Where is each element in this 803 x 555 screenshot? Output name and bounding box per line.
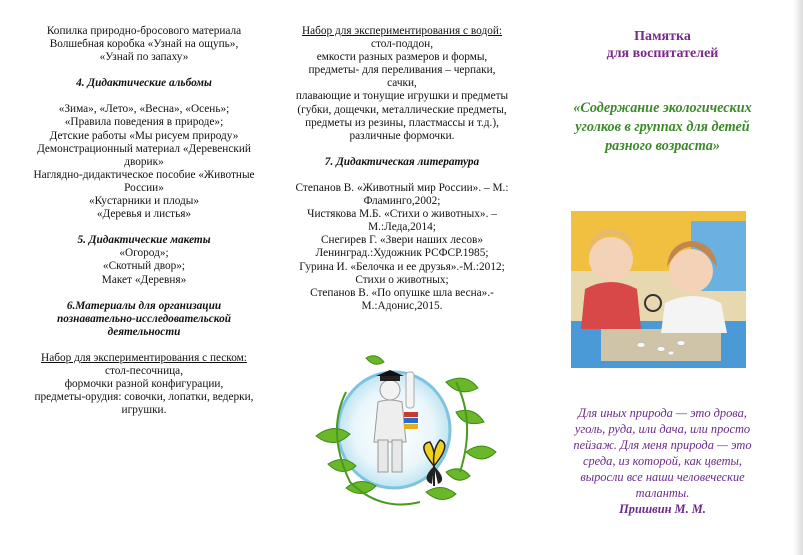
text-line: игрушки. xyxy=(121,404,167,417)
section-5-title: 5. Дидактические макеты xyxy=(77,234,211,247)
text-line: предметы- для переливания – черпаки, xyxy=(308,64,496,77)
title-line: Памятка xyxy=(634,29,691,44)
section-6-title: познавательно-исследовательской xyxy=(56,312,232,325)
quote-line: выросли все наши человеческие xyxy=(580,470,745,484)
literature-line: Снегирев Г. «Звери наших лесов» xyxy=(321,234,483,247)
text-line: (губки, дощечки, металлические предметы, xyxy=(297,103,507,116)
literature-line: Ленинград.:Художник РСФСР.1985; xyxy=(315,247,489,260)
section-4-title: 4. Дидактические альбомы xyxy=(76,77,212,90)
section-6-title: деятельности xyxy=(107,325,181,338)
text-line: Макет «Деревня» xyxy=(101,273,187,286)
literature-line: Степанов В. «Животный мир России». – М.: xyxy=(295,181,509,194)
sand-heading: Набор для экспериментирования с песком: xyxy=(41,351,247,364)
literature-line: Чистякова М.Б. «Стихи о животных». – xyxy=(307,208,497,221)
text-line: «Скотный двор»; xyxy=(102,260,186,273)
text-line: дворик» xyxy=(124,155,164,168)
quote-block xyxy=(550,405,775,517)
section-6-title: 6.Материалы для организации xyxy=(66,299,222,312)
literature-line: Стихи о животных; xyxy=(355,273,449,286)
column-middle xyxy=(282,25,522,313)
text-line: Наглядно-дидактическое пособие «Животные xyxy=(33,168,255,181)
water-heading: Набор для экспериментирования с водой: xyxy=(301,25,503,37)
literature-line: Гурина И. «Белочка и ее друзья».-М.:2012; xyxy=(299,260,505,273)
title-line: для воспитателей xyxy=(606,46,719,61)
text-line: емкости разных размеров и формы, xyxy=(316,51,488,64)
text-line: сачки, xyxy=(387,77,417,90)
text-line: «Кустарники и плоды» xyxy=(88,195,200,208)
column-right xyxy=(550,28,775,156)
page-edge xyxy=(793,0,803,555)
literature-line: М.:Леда,2014; xyxy=(368,221,436,234)
text-line: плавающие и тонущие игрушки и предметы xyxy=(295,90,509,103)
text-line: стол-поддон, xyxy=(370,38,434,51)
text-line: «Огород»; xyxy=(119,247,169,260)
text-line: «Деревья и листья» xyxy=(96,208,192,221)
text-line: Детские работы «Мы рисуем природу» xyxy=(49,129,239,142)
quote-author: Пришвин М. М. xyxy=(619,502,706,516)
column-left xyxy=(18,25,270,417)
quote-line: уголь, руда, или дача, или просто xyxy=(574,422,751,436)
quote-line: Для иных природа — это дрова, xyxy=(578,406,747,420)
text-line: Копилка природно-бросового материала xyxy=(46,25,242,37)
literature-line: Степанов В. «По опушке шла весна».- xyxy=(310,286,494,299)
quote-line: среда, из которой, как цветы, xyxy=(582,454,743,468)
text-line: Демонстрационный материал «Деревенский xyxy=(37,142,251,155)
literature-line: Фламинго,2002; xyxy=(363,195,441,208)
text-line: стол-песочница, xyxy=(104,364,184,377)
text-line: предметы из резины, пластмассы и т.д.), xyxy=(305,116,499,129)
text-line: «Правила поведения в природе»; xyxy=(64,116,224,129)
subtitle-line: уголков в группах для детей xyxy=(575,119,750,135)
quote-line: таланты. xyxy=(635,486,690,500)
text-line: формочки разной конфигурации, xyxy=(64,378,224,391)
text-line: «Зима», «Лето», «Весна», «Осень»; xyxy=(58,103,230,116)
ecology-figure-illustration xyxy=(306,352,500,508)
text-line: предметы-орудия: совочки, лопатки, ведерки, xyxy=(34,391,254,404)
text-line: Волшебная коробка «Узнай на ощупь», xyxy=(49,38,239,51)
subtitle-line: «Содержание экологических xyxy=(573,100,752,116)
subtitle-line: разного возраста» xyxy=(605,138,720,154)
text-line: «Узнай по запаху» xyxy=(99,51,189,64)
children-photo xyxy=(571,211,746,368)
text-line: России» xyxy=(124,181,164,194)
text-line: различные формочки. xyxy=(349,129,455,142)
quote-line: пейзаж. Для меня природа — это xyxy=(573,438,752,452)
literature-line: М.:Адонис,2015. xyxy=(361,299,443,312)
section-7-title: 7. Дидактическая литература xyxy=(324,155,480,168)
